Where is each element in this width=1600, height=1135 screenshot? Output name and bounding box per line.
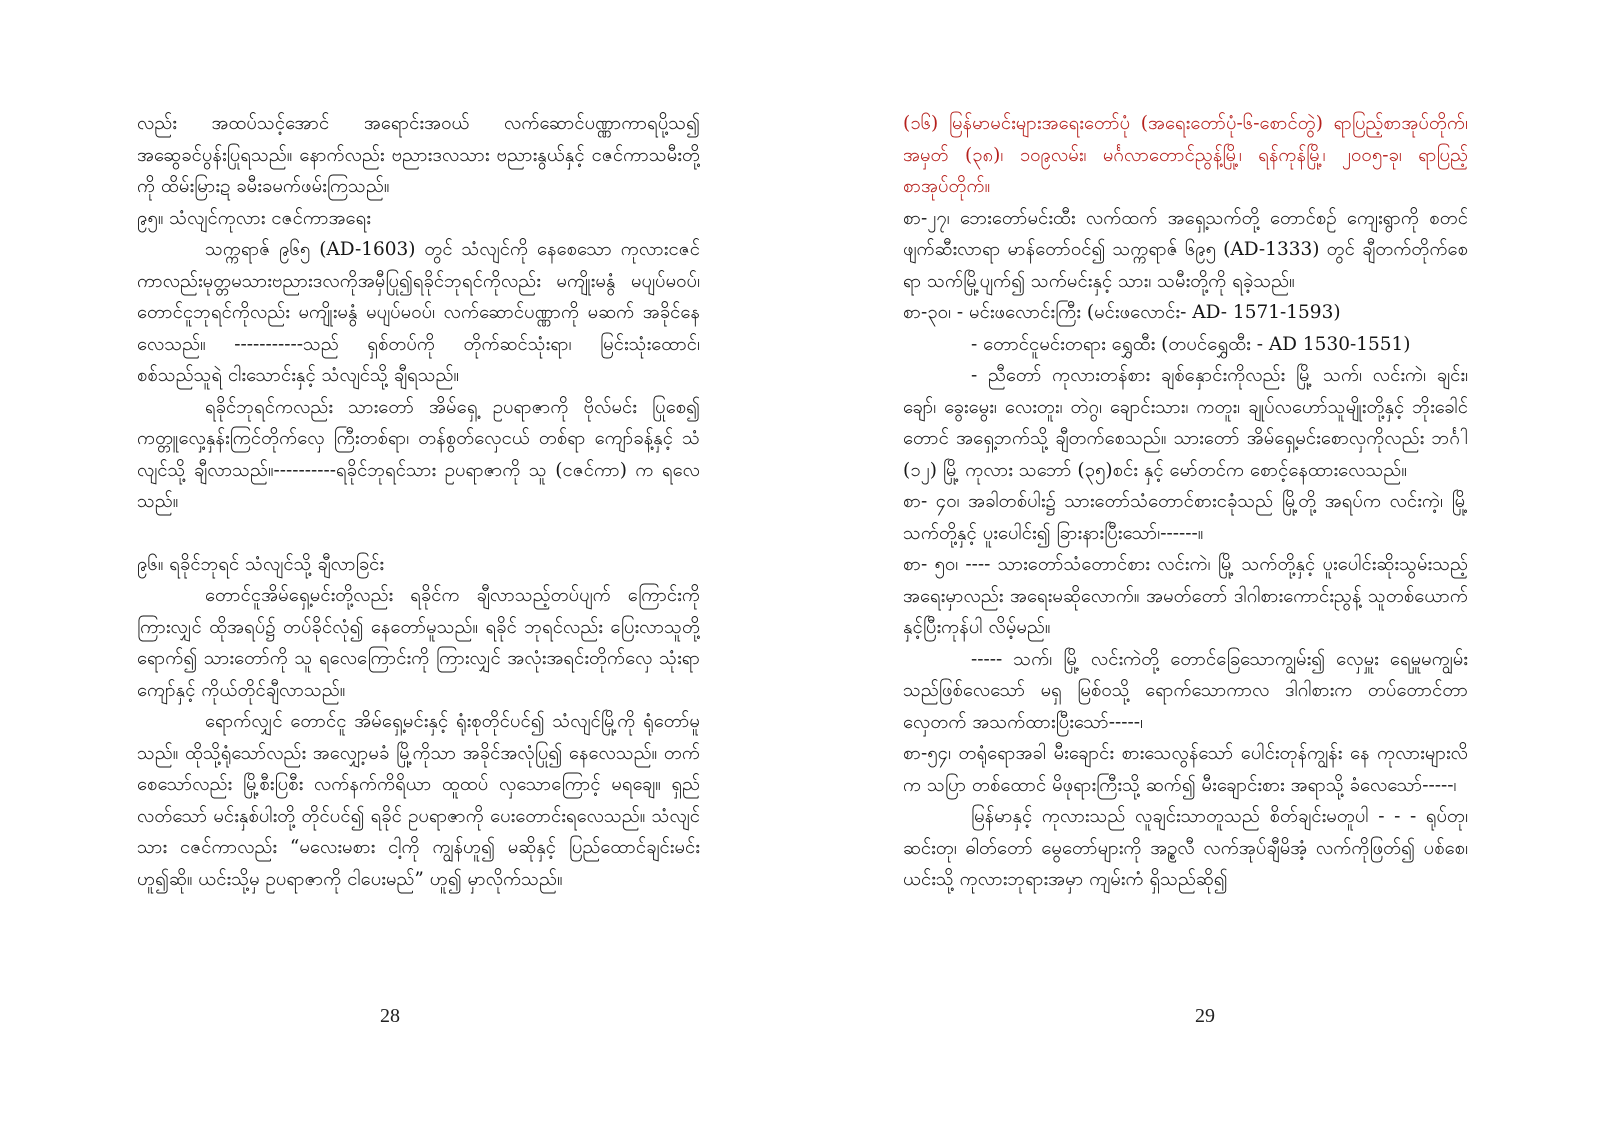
right-page-text [903, 108, 1468, 896]
left-paragraph-1: လည်း အထပ်သင့်အောင် အရောင်းအဝယ် လက်ဆောင်ပဏ္ဏာကာရပို့သ၍ အဆွေခင်ပွန်းပြုရသည်။ နောက်လည်း ဗညားဒလသား ဗညားနွယ်နှင့် ငဇင်ကာသမီးတို့ကို ထိမ်းမြားဍ ခမီးခမက်ဖမ်းကြသည်။ [137, 113, 700, 197]
section-heading-95: ၉၅။ သံလျင်ကုလား ငဇင်ကာအရေး [137, 207, 371, 229]
right-paragraph-8: စာ-၅၄၊ တရုံရောအခါ မီးချောင်း စားသေလွန်သော် ပေါင်းတုန်ကျွန်း နေ ကုလားများလိက သပြာ တစ်ထောင် မိဖုရားကြီးသို့ ဆက်၍ မီးချောင်းစား အရာသို့ ခံလေသော်-----၊ [903, 743, 1468, 796]
right-paragraph-1: စာ-၂၇၊ ဘေးတော်မင်းထီး လက်ထက် အရှေ့သက်တို့ တောင်စဉ် ကျေးရွာကို စတင်ဖျက်ဆီးလာရာ မာန်တော်ဝင်၍ သက္ကရာဇ် ၆၉၅ (AD-1333) တွင် ချီတက်တိုက်စေရာ သက်မြို့ပျက်၍ သက်မင်းနှင့် သား၊ သမီးတို့ကို ရခဲ့သည်။ [903, 207, 1468, 292]
right-paragraph-5: စာ- ၄၀၊ အခါတစ်ပါး၌ သားတော်သံတောင်စားငခုံသည် မြို့တို့ အရပ်က လင်းကဲ့၊ မြို့ သက်တို့နှင့် ပူးပေါင်း၍ ခြားနားပြီးသော်၊------။ [903, 491, 1468, 544]
right-paragraph-2: စာ-၃၀၊ - မင်းဖလောင်းကြီး (မင်းဖလောင်း- AD- 1571-1593) [903, 302, 1341, 323]
left-paragraph-5: ရောက်လျှင် တောင်ငူ အိမ်ရှေ့မင်းနှင့် ရုံးစုတိုင်ပင်၍ သံလျင်မြို့ကို ရုံတော်မူသည်။ ထိုသို့ရုံသော်လည်း အလျှော့မခံ မြို့ကိုသာ အခိုင်အလုံပြု၍ နေလေသည်။ တက်စေသော်လည်း မြို့စီးပြစီး လက်နက်ကိရိယာ ထူထပ် လှသောကြောင့် မရချေ။ ရှည်လတ်သော် မင်းနှစ်ပါးတို့ တိုင်ပင်၍ ရခိုင် ဥပရာဇာကို ပေးတောင်းရလေသည်။ သံလျင်သား ငဇင်ကာလည်း “မလေးမစား ငါ့ကို ကျွန်ဟူ၍ မဆိုနှင့် ပြည်ထောင်ချင်းမင်း ဟူ၍ဆို။ ယင်းသို့မှ ဥပရာဇာကို ငါပေးမည်” ဟူ၍ မှာလိုက်သည်။ [137, 711, 700, 890]
left-paragraph-4: တောင်ငူအိမ်ရှေ့မင်းတို့လည်း ရခိုင်က ချီလာသည့်တပ်ပျက် ကြောင်းကိုကြားလျှင် ထိုအရပ်၌ တပ်ခိုင်လုံ၍ နေတော်မူသည်။ ရခိုင် ဘုရင်လည်း ပြေးလာသူတို့ရောက်၍ သားတော်ကို သူ ရလေကြောင်းကို ကြားလျှင် အလုံးအရင်းတိုက်လှေ သုံးရာကျော်နှင့် ကိုယ်တိုင်ချီလာသည်။ [137, 585, 700, 701]
right-paragraph-9: မြန်မာနှင့် ကုလားသည် လူချင်းသာတူသည် စိတ်ချင်းမတူပါ - - - ရုပ်တု၊ ဆင်းတု၊ ဓါတ်တော် မွေတော်များကို အဥ္စလီ လက်အုပ်ချီမိအံ့ လက်ကိုဖြတ်၍ ပစ်စေ၊ ယင်းသို့ ကုလားဘုရားအမှာ ကျမ်းကံ ရှိသည်ဆို၍ [903, 806, 1468, 890]
left-page-text [137, 108, 700, 895]
right-paragraph-3: - တောင်ငူမင်းတရား ရွှေထီး (တပင်ရွှေထီး - AD 1530-1551) [971, 333, 1411, 355]
right-paragraph-4: - ညီတော် ကုလားတန်စား ချစ်နှောင်းကိုလည်း မြို့ သက်၊ လင်းကဲ၊ ချင်း၊ ချော်၊ ခွေးမွေး၊ လေးတူး၊ တဲဂွ၊ ချောင်းသား၊ ကတူး၊ ချုပ်လဟော်သူမျိုးတို့နှင့် ဘိုးခေါင်တောင် အရှေ့ဘက်သို့ ချီတက်စေသည်။ သားတော် အိမ်ရှေ့မင်းစောလှကိုလည်း ဘင်္ဂါ (၁၂) မြို့ ကုလား သဘော် (၃၅)စင်း နှင့် မော်တင်က စောင့်နေထားလေသည်။ [903, 365, 1468, 481]
page-number-right: 29 [1195, 1005, 1215, 1027]
reference-header: (၁၆) မြန်မာမင်းများအရေးတော်ပုံ (အရေးတော်ပုံ-၆-စောင်တွဲ) ရာပြည့်စာအုပ်တိုက်၊ အမှတ် (၃၈)၊ ၁၀၉လမ်း၊ မင်္ဂလာတောင်ညွန့်မြို့၊ ရန်ကုန်မြို့၊ ၂၀၀၅-ခု၊ ရာပြည့်စာအုပ်တိုက်။ [903, 113, 1468, 197]
section-heading-96: ၉၆။ ရခိုင်ဘုရင် သံလျင်သို့ ချီလာခြင်း [137, 553, 385, 575]
page-number-left: 28 [380, 1005, 400, 1027]
right-paragraph-7: ----- သက်၊ မြို့ လင်းကဲတို့ တောင်ခြေသောကျွမ်း၍ လှေမှူး ရေမှူမကျွမ်းသည်ဖြစ်လေသော် မရှ မြစ်ဝသို့ ရောက်သောကာလ ဒါဂါစားက တပ်တောင်တာ လှေတက် အသက်ထားပြီးသော်-----၊ [903, 648, 1468, 733]
left-paragraph-3: ရခိုင်ဘုရင်ကလည်း သားတော် အိမ်ရှေ့ ဥပရာဇာကို ဗိုလ်မင်း ပြုစေ၍ ကတ္တူလှေ့နှန်းကြင်တိုက်လှေ ကြီးတစ်ရာ၊ တန်စွတ်လှေငယ် တစ်ရာ ကျော်ခန့်နှင့် သံလျင်သို့ ချီလာသည်။----------ရခိုင်ဘုရင်သား ဥပရာဇာကို သူ (ငဇင်ကာ) က ရလေသည်။ [137, 396, 700, 512]
left-paragraph-2: သက္ကရာဇ် ၉၆၅ (AD-1603) တွင် သံလျင်ကို နေစေသော ကုလားငဇင်ကာလည်းမုတ္တမသားဗညားဒလကိုအမှီပြု၍ရခိုင်ဘုရင်ကိုလည်း မကျိုးမနွံ မပျပ်မဝပ်၊ တောင်ငူဘုရင်ကိုလည်း မကျိုးမနွံ မပျပ်မဝပ်၊ လက်ဆောင်ပဏ္ဏာကို မဆက် အခိုင်နေလေသည်။ -----------သည် ရှစ်တပ်ကို တိုက်ဆင်သုံးရာ၊ မြင်းသုံးထောင်၊ စစ်သည်သူရဲ ငါးသောင်းနှင့် သံလျင်သို့ ချီရသည်။ [137, 239, 700, 386]
right-page [800, 0, 1600, 1135]
right-paragraph-6: စာ- ၅၀၊ ---- သားတော်သံတောင်စား လင်းကဲ၊ မြို့ သက်တို့နှင့် ပူးပေါင်းဆိုးသွမ်းသည့် အရေးမှာလည်း အရေးမဆိုလောက်။ အမတ်တော် ဒါဂါစားကောင်းညွန့် သူတစ်ယောက် နှင့်ပြီးကုန်ပါ လိမ့်မည်။ [903, 554, 1468, 638]
